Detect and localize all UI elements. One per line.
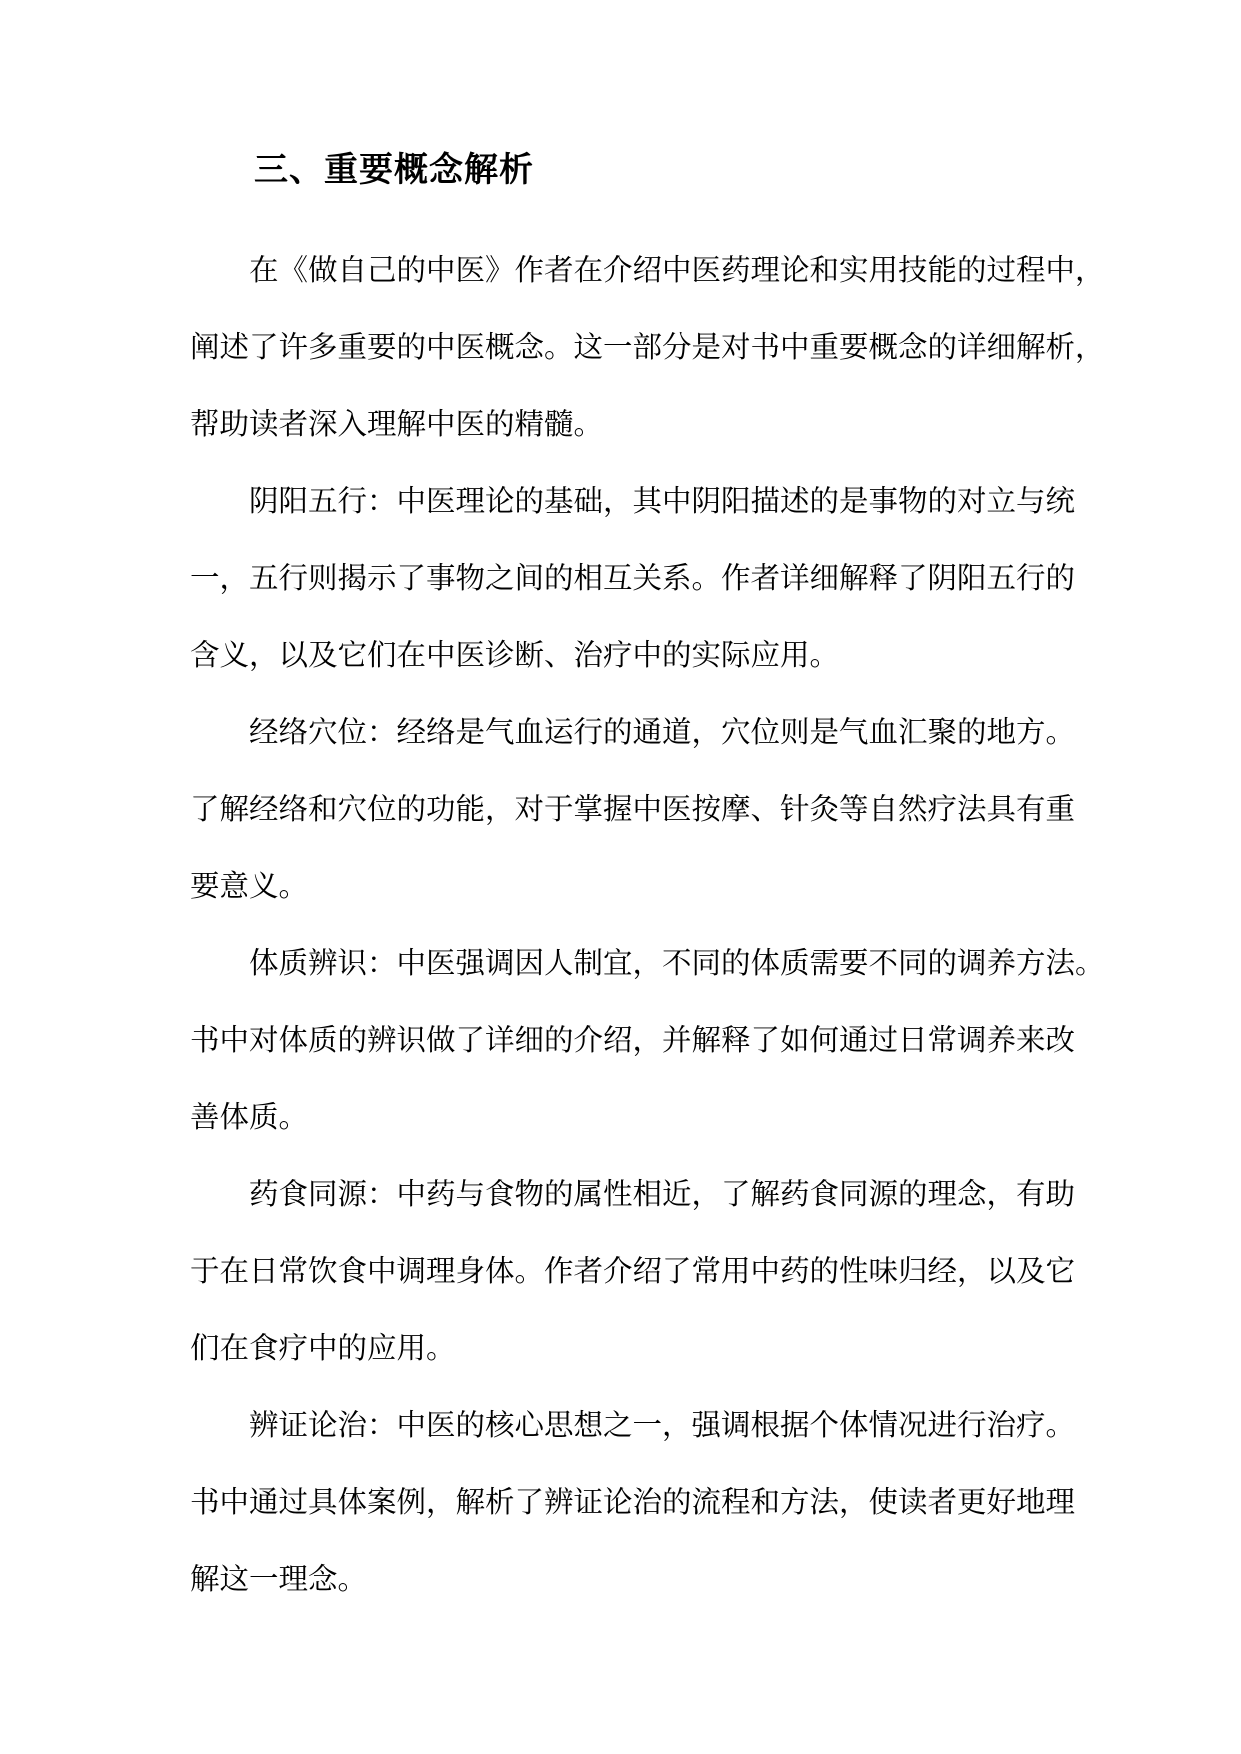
paragraph-line: 经络穴位：经络是气血运行的通道，穴位则是气血汇聚的地方。	[249, 715, 1076, 749]
paragraph-line: 书中通过具体案例，解析了辨证论治的流程和方法，使读者更好地理	[190, 1485, 1076, 1519]
paragraph-line: 们在食疗中的应用。	[190, 1331, 456, 1365]
paragraph-food-medicine	[190, 1156, 1076, 1387]
paragraph-line: 含义，以及它们在中医诊断、治疗中的实际应用。	[190, 638, 840, 672]
paragraph-line: 于在日常饮食中调理身体。作者介绍了常用中药的性味归经，以及它	[190, 1254, 1076, 1288]
paragraph-syndrome-differentiation	[190, 1387, 1076, 1618]
paragraph-line: 在《做自己的中医》作者在介绍中医药理论和实用技能的过程中，	[249, 253, 1105, 287]
paragraph-yin-yang-five-elements	[190, 463, 1076, 694]
paragraph-line: 阴阳五行：中医理论的基础，其中阴阳描述的是事物的对立与统	[249, 484, 1076, 518]
paragraph-line: 辨证论治：中医的核心思想之一，强调根据个体情况进行治疗。	[249, 1408, 1076, 1442]
paragraph-line: 解这一理念。	[190, 1562, 368, 1596]
paragraph-introduction	[190, 232, 1105, 463]
paragraph-constitution-identification	[190, 925, 1105, 1156]
paragraph-line: 要意义。	[190, 869, 309, 903]
paragraph-line: 了解经络和穴位的功能，对于掌握中医按摩、针灸等自然疗法具有重	[190, 792, 1076, 826]
body-text	[190, 232, 1105, 1618]
paragraph-line: 一，五行则揭示了事物之间的相互关系。作者详细解释了阴阳五行的	[190, 561, 1076, 595]
paragraph-line: 善体质。	[190, 1100, 309, 1134]
paragraph-meridians-acupoints	[190, 694, 1076, 925]
paragraph-line: 书中对体质的辨识做了详细的介绍，并解释了如何通过日常调养来改	[190, 1023, 1076, 1057]
section-title: 三、重要概念解析	[254, 150, 534, 190]
paragraph-line: 药食同源：中药与食物的属性相近，了解药食同源的理念，有助	[249, 1177, 1076, 1211]
paragraph-line: 帮助读者深入理解中医的精髓。	[190, 407, 604, 441]
paragraph-line: 阐述了许多重要的中医概念。这一部分是对书中重要概念的详细解析，	[190, 330, 1105, 364]
paragraph-line: 体质辨识：中医强调因人制宜，不同的体质需要不同的调养方法。	[249, 946, 1105, 980]
